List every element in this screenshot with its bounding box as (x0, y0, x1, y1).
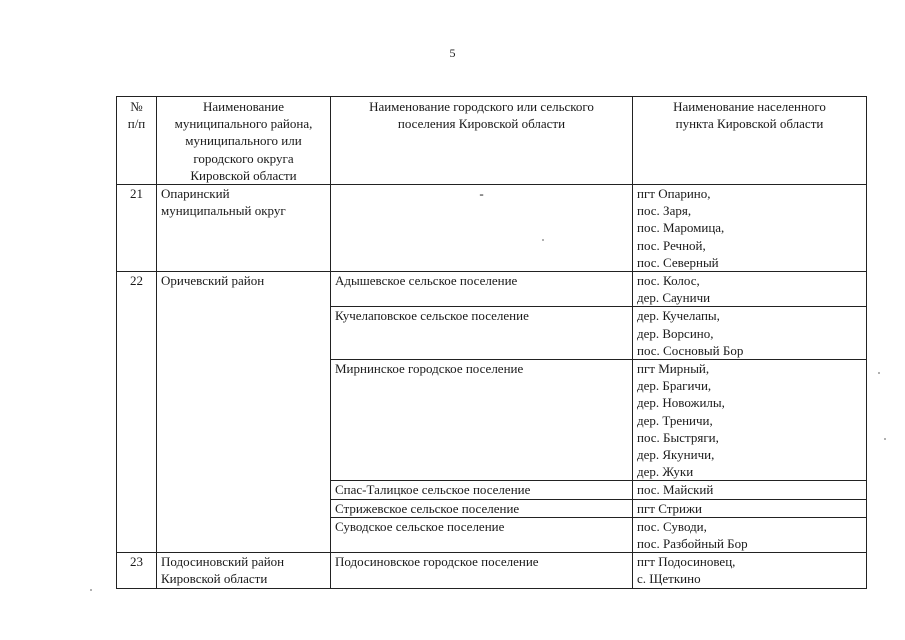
settlement-cell: Стрижевское сельское поселение (331, 499, 633, 517)
header-text-line: п/п (127, 116, 146, 132)
scan-speck (542, 239, 544, 241)
municipality-line: Опаринский (161, 186, 230, 202)
settlement-cell: Суводское сельское поселение (331, 517, 633, 552)
header-text-line: Наименование (203, 99, 284, 114)
page-number: 5 (449, 46, 456, 60)
header-municipality (157, 97, 331, 185)
locality-line: пос. Майский (637, 482, 714, 498)
row-number-cell: 22 (117, 272, 157, 553)
municipality-cell (157, 185, 331, 272)
locality-cell (633, 499, 867, 517)
header-settlement (331, 97, 633, 185)
header-text-line: пункта Кировской области (675, 116, 824, 132)
header-text-line: Наименование городского или сельского (369, 99, 594, 114)
table-row (117, 553, 867, 588)
locality-cell (633, 481, 867, 499)
locality-line: дер. Жуки (637, 464, 694, 480)
table-body (117, 185, 867, 589)
locality-cell (633, 185, 867, 272)
locality-line: пос. Быстряги, (637, 429, 719, 445)
scan-speck (884, 438, 886, 440)
municipality-line: Оричевский район (161, 273, 265, 289)
settlement-cell: Мирнинское городское поселение (331, 360, 633, 481)
municipality-line: муниципальный округ (161, 203, 286, 219)
municipality-cell (157, 272, 331, 553)
locality-line: пгт Подосиновец, (637, 554, 736, 570)
settlement-cell: - (331, 185, 633, 272)
municipality-cell (157, 553, 331, 588)
settlement-cell: Адышевское сельское поселение (331, 272, 633, 307)
locality-line: пгт Стрижи (637, 500, 702, 516)
header-text-line: Кировской области (190, 167, 297, 183)
settlement-cell: Спас-Талицкое сельское поселение (331, 481, 633, 499)
scan-speck (878, 372, 880, 374)
header-text-line: Наименование населенного (673, 99, 826, 114)
header-text-line: поселения Кировской области (397, 116, 566, 132)
header-number (117, 97, 157, 185)
locality-line: дер. Сауничи (637, 290, 711, 306)
locality-cell (633, 517, 867, 552)
locality-line: пос. Северный (637, 254, 719, 270)
municipality-line: Подосиновский район (161, 554, 285, 570)
municipality-line: Кировской области (161, 571, 268, 587)
locality-line: пгт Мирный, (637, 361, 710, 377)
header-text-line: муниципального района, (174, 116, 313, 132)
locality-line: дер. Ворсино, (637, 325, 714, 341)
locality-line: дер. Треничи, (637, 412, 713, 428)
locality-cell (633, 272, 867, 307)
table-header-row (117, 97, 867, 185)
locality-line: дер. Новожилы, (637, 395, 725, 411)
locality-cell (633, 307, 867, 360)
locality-line: пгт Опарино, (637, 186, 711, 202)
locality-line: пос. Сосновый Бор (637, 342, 744, 358)
locality-line: дер. Кучелапы, (637, 308, 720, 324)
header-text-line: муниципального или (185, 133, 302, 149)
locality-line: пос. Маромица, (637, 220, 725, 236)
locality-line: пос. Заря, (637, 203, 692, 219)
locality-line: пос. Колос, (637, 273, 700, 289)
locality-line: дер. Брагичи, (637, 378, 712, 394)
locality-line: с. Щеткино (637, 571, 701, 587)
table-row (117, 185, 867, 272)
settlements-table (116, 96, 867, 589)
table-row (117, 272, 867, 307)
locality-line: пос. Речной, (637, 237, 706, 253)
row-number-cell: 21 (117, 185, 157, 272)
row-number-cell: 23 (117, 553, 157, 588)
locality-line: дер. Якуничи, (637, 447, 715, 463)
locality-cell (633, 360, 867, 481)
settlement-cell: Кучелаповское сельское поселение (331, 307, 633, 360)
header-locality (633, 97, 867, 185)
header-text-line: городского округа (193, 150, 294, 166)
scan-speck (90, 589, 92, 591)
locality-line: пос. Суводи, (637, 518, 707, 534)
header-text-line: № (130, 99, 143, 114)
settlement-cell: Подосиновское городское поселение (331, 553, 633, 588)
locality-line: пос. Разбойный Бор (637, 536, 748, 552)
locality-cell (633, 553, 867, 588)
